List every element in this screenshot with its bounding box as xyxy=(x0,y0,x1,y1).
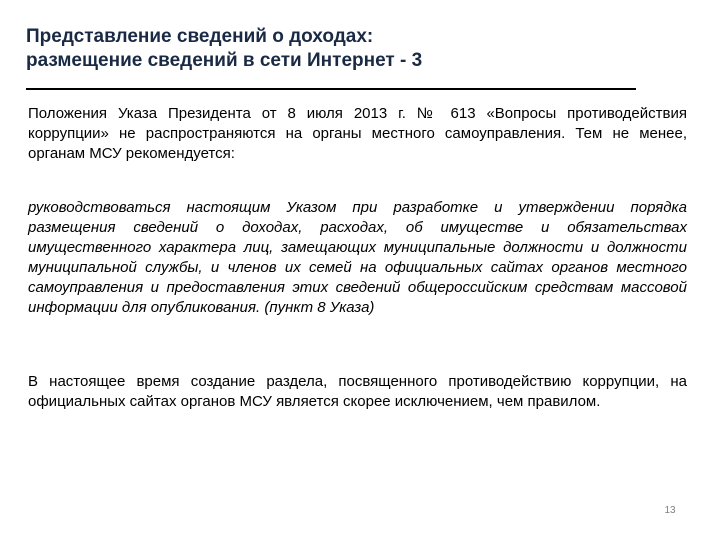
page-number: 13 xyxy=(664,505,676,516)
paragraph-current-state: В настоящее время создание раздела, посвященного противодействию коррупции, на официальных сайтах органов МСУ является скорее исключением, чем правилом. xyxy=(28,373,687,410)
paragraph-recommendation: руководствоваться настоящим Указом при разработке и утверждении порядка размещения сведений о доходах, расходах, об имуществе и обязательствах имущественного характера лиц, замещающих муниципальные должности и должности муниципальной службы, и членов их семей на официальных сайтах органов местного самоуправления и предоставления этих сведений общероссийским средствам массовой информации для опубликования. (пункт 8 Указа) xyxy=(28,199,687,316)
paragraph-decree-scope: Положения Указа Президента от 8 июля 2013 г. № 613 «Вопросы противодействия коррупции» не распространяются на органы местного самоуправления. Тем не менее, органам МСУ рекомендуется: xyxy=(28,105,687,162)
title-divider xyxy=(26,88,636,90)
title-line-2: размещение сведений в сети Интернет - 3 xyxy=(26,50,423,71)
slide-title xyxy=(26,25,666,73)
title-line-1: Представление сведений о доходах: xyxy=(26,26,374,47)
